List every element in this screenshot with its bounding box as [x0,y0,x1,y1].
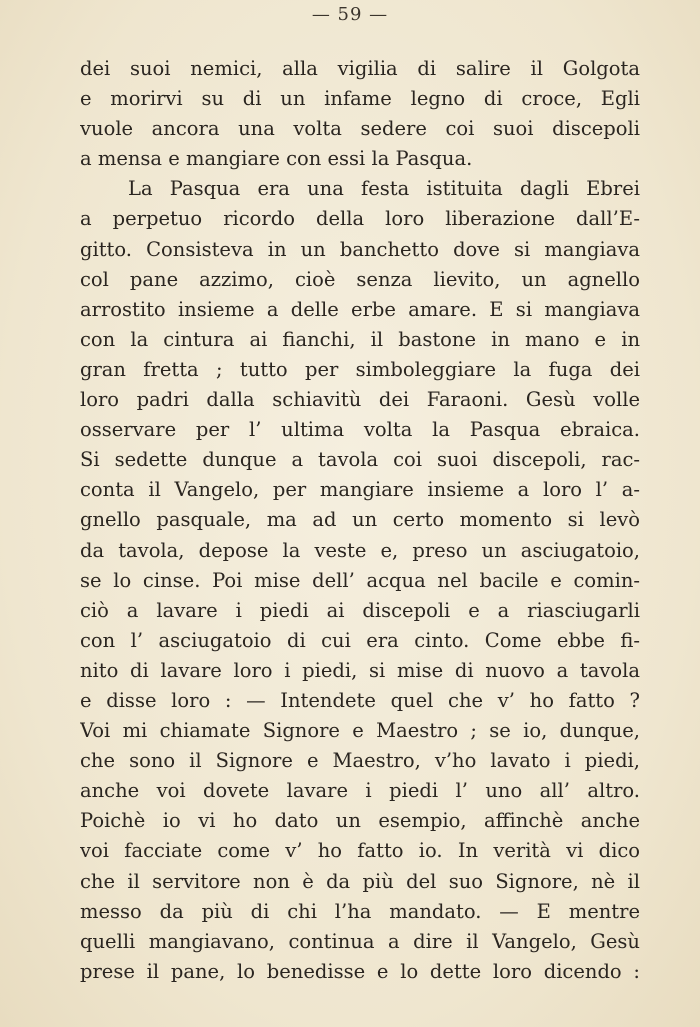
text-line: ciò a lavare i piedi ai discepoli e a riasciugarli [80,598,640,622]
text-line: con la cintura ai fianchi, il bastone in mano e in [80,327,640,351]
text-line: prese il pane, lo benedisse e lo dette loro dicendo : [80,959,640,983]
text-line: osservare per l’ ultima volta la Pasqua ebraica. [80,418,640,442]
text-line: a mensa e mangiare con essi la Pasqua. [80,147,473,171]
text-line: dei suoi nemici, alla vigilia di salire il Golgota [80,57,640,80]
text-line: che sono il Signore e Maestro, v’ho lavato i piedi, [80,749,640,773]
text-line: conta il Vangelo, per mangiare insieme a loro l’ a- [80,478,640,502]
text-line: nito di lavare loro i piedi, si mise di nuovo a tavola [80,658,640,682]
text-line: gitto. Consisteva in un banchetto dove si mangiava [80,237,640,261]
text-line: e disse loro : — Intendete quel che v’ ho fatto ? [80,688,640,712]
text-line: col pane azzimo, cioè senza lievito, un agnello [80,267,640,291]
text-line: voi facciate come v’ ho fatto io. In verità vi dico [80,839,640,863]
text-line: messo da più di chi l’ha mandato. — E mentre [80,899,640,923]
text-line: e morirvi su di un infame legno di croce, Egli [80,87,640,111]
text-line: vuole ancora una volta sedere coi suoi discepoli [80,117,640,141]
text-line: gran fretta ; tutto per simboleggiare la fuga dei [80,357,640,381]
text-line: arrostito insieme a delle erbe amare. E si mangiava [80,297,640,321]
text-line: da tavola, depose la veste e, preso un asciugatoio, [80,538,640,562]
page-number: — 59 — [311,4,389,25]
text-line: che il servitore non è da più del suo Signore, nè il [80,869,640,893]
text-line: Si sedette dunque a tavola coi suoi discepoli, rac- [80,448,640,472]
text-line: Voi mi chiamate Signore e Maestro ; se io, dunque, [80,719,640,743]
text-line: La Pasqua era una festa istituita dagli Ebrei [128,177,640,201]
text-line: se lo cinse. Poi mise dell’ acqua nel bacile e comin- [80,568,640,592]
text-line: con l’ asciugatoio di cui era cinto. Come ebbe fi- [80,628,640,652]
text-line: loro padri dalla schiavitù dei Faraoni. Gesù volle [80,388,640,412]
body-text [80,54,640,987]
text-line: quelli mangiavano, continua a dire il Vangelo, Gesù [80,929,640,953]
text-line: Poichè io vi ho dato un esempio, affinchè anche [80,809,640,833]
text-line: anche voi dovete lavare i piedi l’ uno all’ altro. [80,779,640,803]
text-line: a perpetuo ricordo della loro liberazione dall’E- [80,207,640,231]
text-line: gnello pasquale, ma ad un certo momento si levò [80,508,640,532]
